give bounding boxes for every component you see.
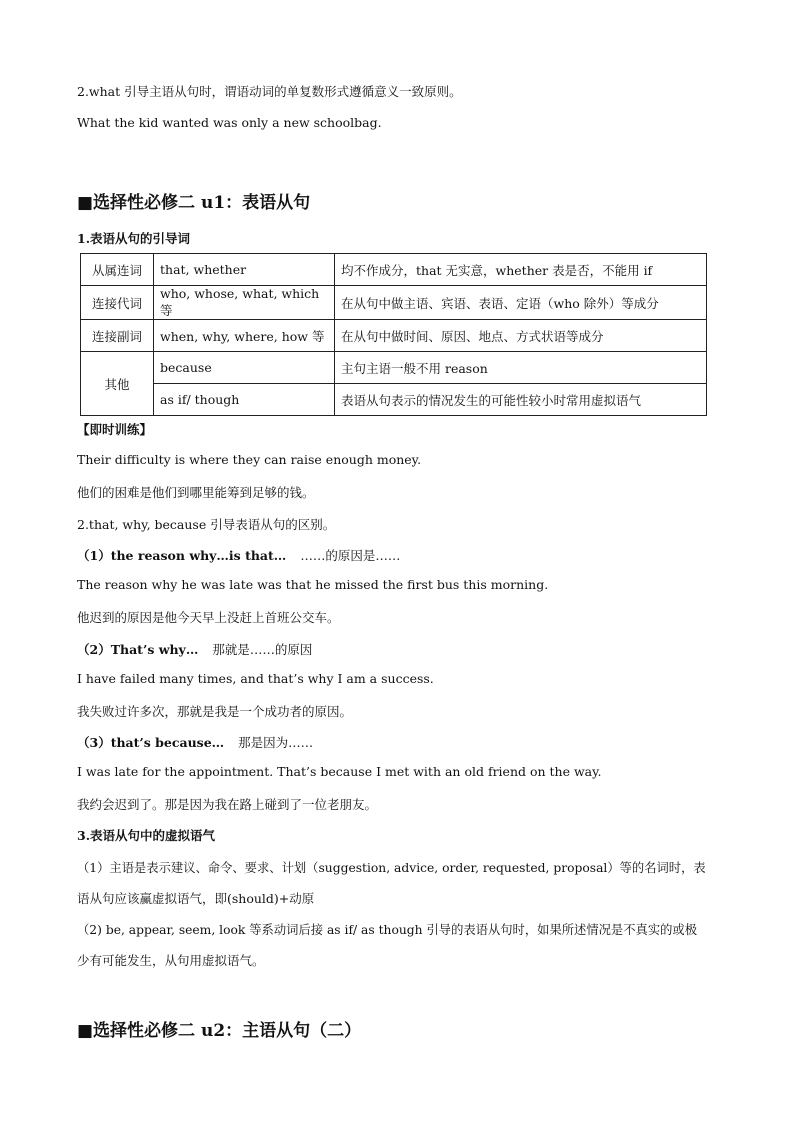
table-cell: when, why, where, how 等 [154, 320, 335, 352]
table-cell: 表语从句表示的情况发生的可能性较小时常用虚拟语气 [335, 384, 707, 416]
table-cell: 连接副词 [81, 320, 154, 352]
table-row [81, 384, 707, 416]
practice-label: 【即时训练】 [77, 422, 153, 437]
pattern-2-label: （2）That’s why… [77, 642, 199, 657]
subheading-differences: 2.that, why, because 引导表语从句的区别。 [77, 517, 336, 532]
table-cell: 主句主语一般不用 reason [335, 352, 707, 384]
pattern-2 [77, 640, 312, 658]
table-cell: who, whose, what, which 等 [154, 286, 335, 320]
pattern-3 [77, 733, 313, 751]
pattern-1-example-en: The reason why he was late was that he missed the first bus this morning. [77, 577, 549, 592]
pattern-2-example-en: I have failed many times, and that’s why I am a success. [77, 671, 434, 686]
table-row [81, 254, 707, 286]
table-cell: because [154, 352, 335, 384]
table-cell: as if/ though [154, 384, 335, 416]
introducer-table [80, 253, 707, 416]
subjunctive-rule-2b: 少有可能发生，从句用虚拟语气。 [77, 953, 265, 968]
pattern-3-example-en: I was late for the appointment. That’s because I met with an old friend on the way. [77, 764, 602, 779]
intro-example: What the kid wanted was only a new schoolbag. [77, 115, 382, 130]
pattern-3-meaning: 那是因为…… [238, 735, 314, 750]
pattern-2-example-cn: 我失败过许多次，那就是我是一个成功者的原因。 [77, 704, 353, 719]
table-row [81, 352, 707, 384]
section-heading-u1: ■选择性必修二 u1：表语从句 [77, 193, 311, 213]
example-chinese: 他们的困难是他们到哪里能筹到足够的钱。 [77, 485, 315, 500]
table-row [81, 320, 707, 352]
section-heading-u2: ■选择性必修二 u2：主语从句（二） [77, 1021, 362, 1041]
pattern-3-label: （3）that’s because… [77, 735, 225, 750]
pattern-1 [77, 546, 400, 564]
pattern-1-meaning: ……的原因是…… [300, 548, 401, 563]
subheading-introducers: 1.表语从句的引导词 [77, 231, 191, 246]
pattern-1-example-cn: 他迟到的原因是他今天早上没赶上首班公交车。 [77, 610, 340, 625]
table-cell: 其他 [81, 352, 154, 416]
pattern-2-meaning: 那就是……的原因 [212, 642, 313, 657]
table-row [81, 286, 707, 320]
subjunctive-rule-1b: 语从句应该赢虚拟语气，即(should)+动原 [77, 891, 315, 906]
pattern-3-example-cn: 我约会迟到了。那是因为我在路上碰到了一位老朋友。 [77, 797, 378, 812]
table-cell: 连接代词 [81, 286, 154, 320]
table-cell: 均不作成分，that 无实意，whether 表是否，不能用 if [335, 254, 707, 286]
intro-line-1: 2.what 引导主语从句时，谓语动词的单复数形式遵循意义一致原则。 [77, 84, 462, 99]
subheading-subjunctive: 3.表语从句中的虚拟语气 [77, 828, 216, 843]
table-cell: that, whether [154, 254, 335, 286]
subjunctive-rule-1a: （1）主语是表示建议、命令、要求、计划（suggestion, advice, order, requested, proposal）等的名词时，表 [77, 861, 706, 875]
example-english: Their difficulty is where they can raise enough money. [77, 452, 422, 467]
table-cell: 在从句中做时间、原因、地点、方式状语等成分 [335, 320, 707, 352]
table-cell: 从属连词 [81, 254, 154, 286]
table-cell: 在从句中做主语、宾语、表语、定语（who 除外）等成分 [335, 286, 707, 320]
subjunctive-rule-2a: （2) be, appear, seem, look 等系动词后接 as if/ as though 引导的表语从句时，如果所述情况是不真实的或极 [77, 923, 698, 937]
pattern-1-label: （1）the reason why…is that… [77, 548, 287, 563]
